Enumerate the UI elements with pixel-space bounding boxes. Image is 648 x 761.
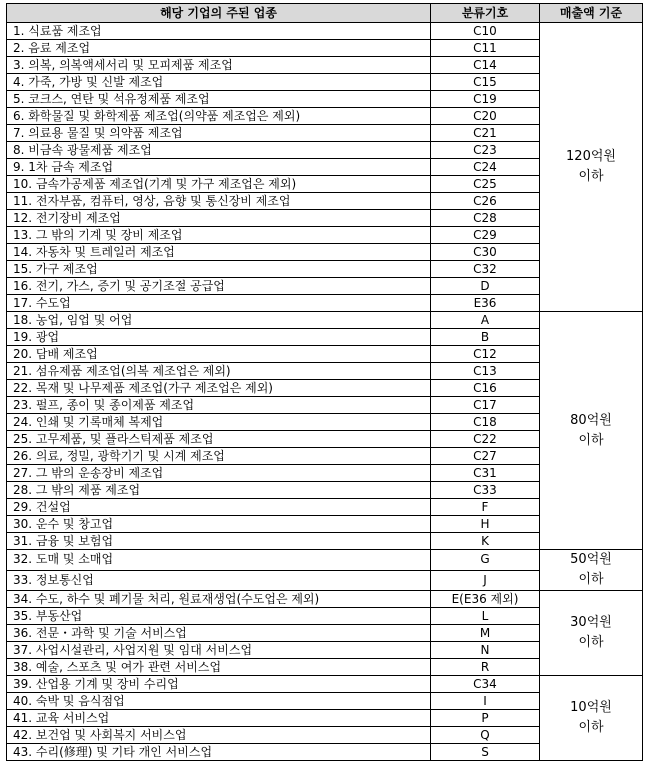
table-row: [7, 312, 643, 329]
classification-code: G: [431, 550, 540, 571]
industry-name: 34. 수도, 하수 및 폐기물 처리, 원료재생업(수도업은 제외): [7, 591, 431, 608]
classification-code: C22: [431, 431, 540, 448]
classification-code: C34: [431, 676, 540, 693]
table-row: [7, 591, 643, 608]
classification-code: I: [431, 693, 540, 710]
industry-name: 14. 자동차 및 트레일러 제조업: [7, 244, 431, 261]
industry-revenue-table: [6, 3, 643, 761]
classification-code: C27: [431, 448, 540, 465]
revenue-criterion: 50억원 이하: [540, 550, 643, 591]
classification-code: C26: [431, 193, 540, 210]
classification-code: C28: [431, 210, 540, 227]
industry-name: 10. 금속가공제품 제조업(기계 및 가구 제조업은 제외): [7, 176, 431, 193]
industry-name: 6. 화학물질 및 화학제품 제조업(의약품 제조업은 제외): [7, 108, 431, 125]
industry-name: 28. 그 밖의 제품 제조업: [7, 482, 431, 499]
industry-name: 2. 음료 제조업: [7, 40, 431, 57]
classification-code: B: [431, 329, 540, 346]
classification-code: Q: [431, 727, 540, 744]
classification-code: M: [431, 625, 540, 642]
industry-name: 8. 비금속 광물제품 제조업: [7, 142, 431, 159]
classification-code: E36: [431, 295, 540, 312]
classification-code: H: [431, 516, 540, 533]
industry-name: 27. 그 밖의 운송장비 제조업: [7, 465, 431, 482]
header-industry: 해당 기업의 주된 업종: [7, 4, 431, 23]
classification-code: F: [431, 499, 540, 516]
industry-name: 43. 수리(修理) 및 기타 개인 서비스업: [7, 744, 431, 761]
industry-name: 9. 1차 금속 제조업: [7, 159, 431, 176]
industry-name: 39. 산업용 기계 및 장비 수리업: [7, 676, 431, 693]
classification-code: C20: [431, 108, 540, 125]
classification-code: C24: [431, 159, 540, 176]
industry-name: 12. 전기장비 제조업: [7, 210, 431, 227]
classification-code: C18: [431, 414, 540, 431]
classification-code: C12: [431, 346, 540, 363]
industry-name: 13. 그 밖의 기계 및 장비 제조업: [7, 227, 431, 244]
classification-code: A: [431, 312, 540, 329]
industry-name: 29. 건설업: [7, 499, 431, 516]
industry-name: 17. 수도업: [7, 295, 431, 312]
classification-code: C19: [431, 91, 540, 108]
revenue-criterion: 120억원 이하: [540, 23, 643, 312]
classification-code: E(E36 제외): [431, 591, 540, 608]
industry-name: 24. 인쇄 및 기록매체 복제업: [7, 414, 431, 431]
industry-name: 25. 고무제품, 및 플라스틱제품 제조업: [7, 431, 431, 448]
classification-code: C11: [431, 40, 540, 57]
industry-name: 3. 의복, 의복액세서리 및 모피제품 제조업: [7, 57, 431, 74]
industry-name: 11. 전자부품, 컴퓨터, 영상, 음향 및 통신장비 제조업: [7, 193, 431, 210]
classification-code: P: [431, 710, 540, 727]
classification-code: N: [431, 642, 540, 659]
industry-name: 4. 가죽, 가방 및 신발 제조업: [7, 74, 431, 91]
classification-code: R: [431, 659, 540, 676]
revenue-criterion: 80억원 이하: [540, 312, 643, 550]
header-code: 분류기호: [431, 4, 540, 23]
classification-code: J: [431, 570, 540, 591]
industry-name: 42. 보건업 및 사회복지 서비스업: [7, 727, 431, 744]
industry-name: 33. 정보통신업: [7, 570, 431, 591]
header-criterion: 매출액 기준: [540, 4, 643, 23]
industry-name: 22. 목재 및 나무제품 제조업(가구 제조업은 제외): [7, 380, 431, 397]
industry-name: 40. 숙박 및 음식점업: [7, 693, 431, 710]
classification-code: C31: [431, 465, 540, 482]
classification-code: D: [431, 278, 540, 295]
industry-name: 23. 펄프, 종이 및 종이제품 제조업: [7, 397, 431, 414]
table-row: [7, 23, 643, 40]
industry-name: 32. 도매 및 소매업: [7, 550, 431, 571]
industry-name: 38. 예술, 스포츠 및 여가 관련 서비스업: [7, 659, 431, 676]
industry-name: 36. 전문・과학 및 기술 서비스업: [7, 625, 431, 642]
industry-name: 30. 운수 및 창고업: [7, 516, 431, 533]
industry-name: 19. 광업: [7, 329, 431, 346]
industry-name: 35. 부동산업: [7, 608, 431, 625]
classification-code: C15: [431, 74, 540, 91]
classification-code: C17: [431, 397, 540, 414]
industry-name: 37. 사업시설관리, 사업지원 및 임대 서비스업: [7, 642, 431, 659]
industry-name: 5. 코크스, 연탄 및 석유정제품 제조업: [7, 91, 431, 108]
industry-name: 18. 농업, 임업 및 어업: [7, 312, 431, 329]
industry-name: 31. 금융 및 보험업: [7, 533, 431, 550]
classification-code: C10: [431, 23, 540, 40]
classification-code: K: [431, 533, 540, 550]
classification-code: C29: [431, 227, 540, 244]
industry-name: 1. 식료품 제조업: [7, 23, 431, 40]
classification-code: L: [431, 608, 540, 625]
revenue-criterion: 10억원 이하: [540, 676, 643, 761]
classification-code: C32: [431, 261, 540, 278]
revenue-criterion: 30억원 이하: [540, 591, 643, 676]
industry-name: 16. 전기, 가스, 증기 및 공기조절 공급업: [7, 278, 431, 295]
classification-code: S: [431, 744, 540, 761]
classification-code: C25: [431, 176, 540, 193]
classification-code: C13: [431, 363, 540, 380]
table-body: [7, 23, 643, 761]
industry-name: 7. 의료용 물질 및 의약품 제조업: [7, 125, 431, 142]
table-row: [7, 676, 643, 693]
classification-code: C33: [431, 482, 540, 499]
classification-code: C23: [431, 142, 540, 159]
classification-code: C21: [431, 125, 540, 142]
header-row: [7, 4, 643, 23]
industry-name: 41. 교육 서비스업: [7, 710, 431, 727]
classification-code: C14: [431, 57, 540, 74]
industry-name: 20. 담배 제조업: [7, 346, 431, 363]
classification-code: C30: [431, 244, 540, 261]
industry-name: 21. 섬유제품 제조업(의복 제조업은 제외): [7, 363, 431, 380]
table-row: [7, 550, 643, 571]
classification-code: C16: [431, 380, 540, 397]
industry-name: 15. 가구 제조업: [7, 261, 431, 278]
industry-name: 26. 의료, 정밀, 광학기기 및 시계 제조업: [7, 448, 431, 465]
